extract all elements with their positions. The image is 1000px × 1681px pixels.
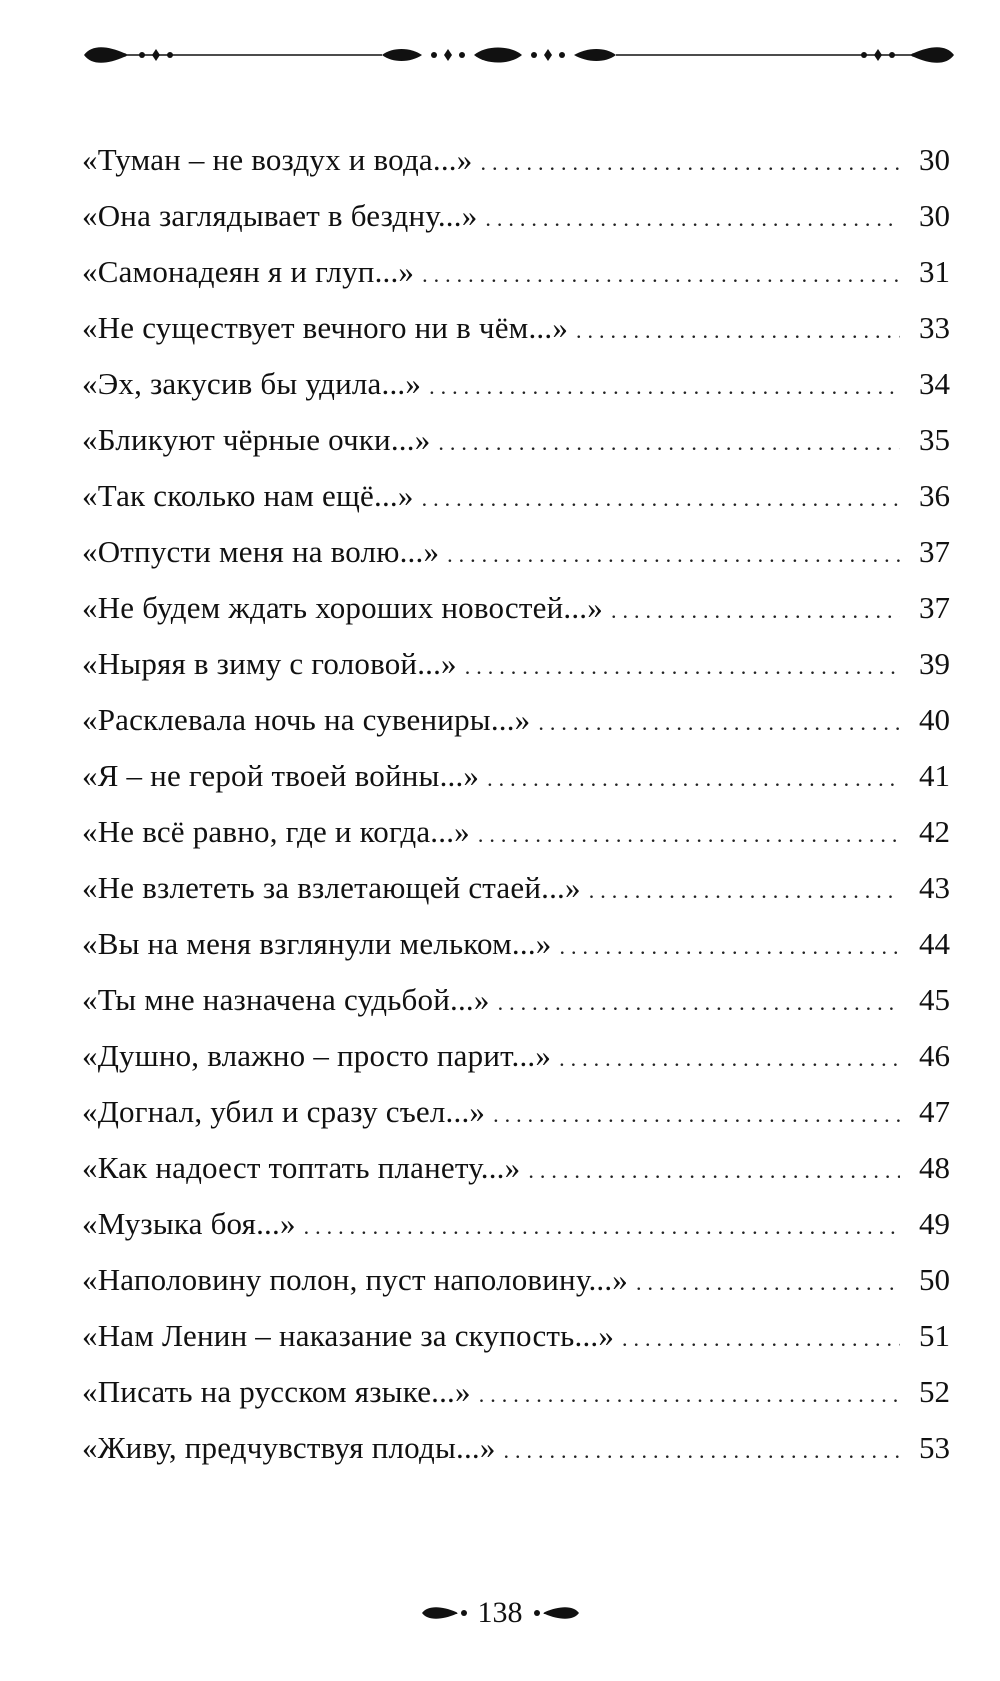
toc-entry	[82, 1028, 950, 1084]
table-of-contents	[82, 132, 950, 1476]
toc-entry	[82, 468, 950, 524]
toc-entry	[82, 1364, 950, 1420]
dot-leader	[485, 191, 900, 247]
toc-entry-title: «Как надоест топтать планету...»	[82, 1150, 521, 1185]
toc-entry-title: «Она заглядывает в бездну...»	[82, 198, 478, 233]
toc-entry-title: «Вы на меня взглянули мельком...»	[82, 926, 552, 961]
toc-entry	[82, 636, 950, 692]
toc-entry-page: 44	[919, 926, 950, 961]
dot-leader	[478, 807, 900, 863]
toc-entry	[82, 1084, 950, 1140]
toc-entry-title: «Догнал, убил и сразу съел...»	[82, 1094, 486, 1129]
toc-entry-title: «Писать на русском языке...»	[82, 1374, 471, 1409]
toc-entry	[82, 692, 950, 748]
toc-entry-title: «Эх, закусив бы удила...»	[82, 366, 422, 401]
toc-entry-title: «Не взлететь за взлетающей стаей...»	[82, 870, 581, 905]
dot-leader	[498, 975, 900, 1031]
toc-entry	[82, 916, 950, 972]
dot-leader	[493, 1087, 900, 1143]
toc-entry	[82, 860, 950, 916]
toc-entry-title: «Не существует вечного ни в чём...»	[82, 310, 569, 345]
dot-leader	[465, 639, 900, 695]
toc-entry-title: «Живу, предчувствуя плоды...»	[82, 1430, 496, 1465]
toc-entry-title: «Нам Ленин – наказание за скупость...»	[82, 1318, 615, 1353]
toc-entry-title: «Отпусти меня на волю...»	[82, 534, 440, 569]
toc-entry-title: «Не будем ждать хороших новостей...»	[82, 590, 603, 625]
toc-entry	[82, 1420, 950, 1476]
toc-entry-page: 46	[919, 1038, 950, 1073]
toc-entry	[82, 1308, 950, 1364]
dot-leader	[589, 863, 900, 919]
toc-entry-page: 30	[919, 142, 950, 177]
dot-leader	[422, 247, 900, 303]
dot-leader	[487, 751, 900, 807]
toc-entry-title: «Наполовину полон, пуст наполовину...»	[82, 1262, 628, 1297]
toc-entry	[82, 748, 950, 804]
dot-leader	[447, 527, 900, 583]
toc-entry	[82, 300, 950, 356]
toc-entry	[82, 132, 950, 188]
leaf-ornament-right-icon	[533, 1602, 581, 1624]
toc-entry-page: 31	[919, 254, 950, 289]
toc-entry-title: «Расклевала ночь на сувениры...»	[82, 702, 531, 737]
dot-leader	[504, 1423, 900, 1479]
toc-entry	[82, 1140, 950, 1196]
dot-leader	[438, 415, 900, 471]
toc-entry-title: «Бликуют чёрные очки...»	[82, 422, 431, 457]
toc-entry	[82, 1252, 950, 1308]
toc-entry-page: 51	[919, 1318, 950, 1353]
toc-entry-page: 48	[919, 1150, 950, 1185]
dot-leader	[559, 919, 900, 975]
leaf-ornament-left-icon	[420, 1602, 468, 1624]
toc-entry-title: «Душно, влажно – просто парит...»	[82, 1038, 552, 1073]
toc-entry-page: 47	[919, 1094, 950, 1129]
toc-entry-title: «Не всё равно, где и когда...»	[82, 814, 470, 849]
toc-entry-page: 36	[919, 478, 950, 513]
toc-entry-page: 30	[919, 198, 950, 233]
toc-entry-title: «Музыка боя...»	[82, 1206, 296, 1241]
toc-entry	[82, 972, 950, 1028]
toc-entry-page: 50	[919, 1262, 950, 1297]
toc-entry-page: 53	[919, 1430, 950, 1465]
dot-leader	[636, 1255, 900, 1311]
toc-entry-page: 35	[919, 422, 950, 457]
dot-leader	[538, 695, 900, 751]
toc-entry	[82, 356, 950, 412]
toc-entry-title: «Самонадеян я и глуп...»	[82, 254, 415, 289]
dot-leader	[479, 1367, 900, 1423]
toc-entry-page: 45	[919, 982, 950, 1017]
page-footer	[0, 1592, 1000, 1634]
dot-leader	[422, 471, 900, 527]
toc-entry-page: 52	[919, 1374, 950, 1409]
toc-entry-page: 42	[919, 814, 950, 849]
toc-entry-title: «Так сколько нам ещё...»	[82, 478, 414, 513]
toc-entry-page: 40	[919, 702, 950, 737]
toc-entry-page: 37	[919, 534, 950, 569]
toc-entry	[82, 244, 950, 300]
toc-entry-title: «Ныряя в зиму с головой...»	[82, 646, 457, 681]
toc-entry-page: 37	[919, 590, 950, 625]
dot-leader	[480, 135, 900, 191]
dot-leader	[429, 359, 900, 415]
dot-leader	[622, 1311, 900, 1367]
toc-entry	[82, 188, 950, 244]
top-ornament-border	[82, 36, 956, 74]
dot-leader	[559, 1031, 900, 1087]
toc-entry-title: «Туман – не воздух и вода...»	[82, 142, 473, 177]
dot-leader	[528, 1143, 900, 1199]
toc-entry	[82, 524, 950, 580]
dot-leader	[576, 303, 900, 359]
toc-entry	[82, 412, 950, 468]
toc-entry-page: 49	[919, 1206, 950, 1241]
toc-entry-title: «Я – не герой твоей войны...»	[82, 758, 480, 793]
toc-entry-page: 43	[919, 870, 950, 905]
toc-entry-title: «Ты мне назначена судьбой...»	[82, 982, 490, 1017]
dot-leader	[304, 1199, 900, 1255]
toc-entry-page: 41	[919, 758, 950, 793]
toc-entry	[82, 804, 950, 860]
toc-entry-page: 39	[919, 646, 950, 681]
toc-entry-page: 34	[919, 366, 950, 401]
toc-entry	[82, 1196, 950, 1252]
toc-entry	[82, 580, 950, 636]
dot-leader	[611, 583, 900, 639]
toc-entry-page: 33	[919, 310, 950, 345]
page-number: 138	[477, 1596, 523, 1629]
